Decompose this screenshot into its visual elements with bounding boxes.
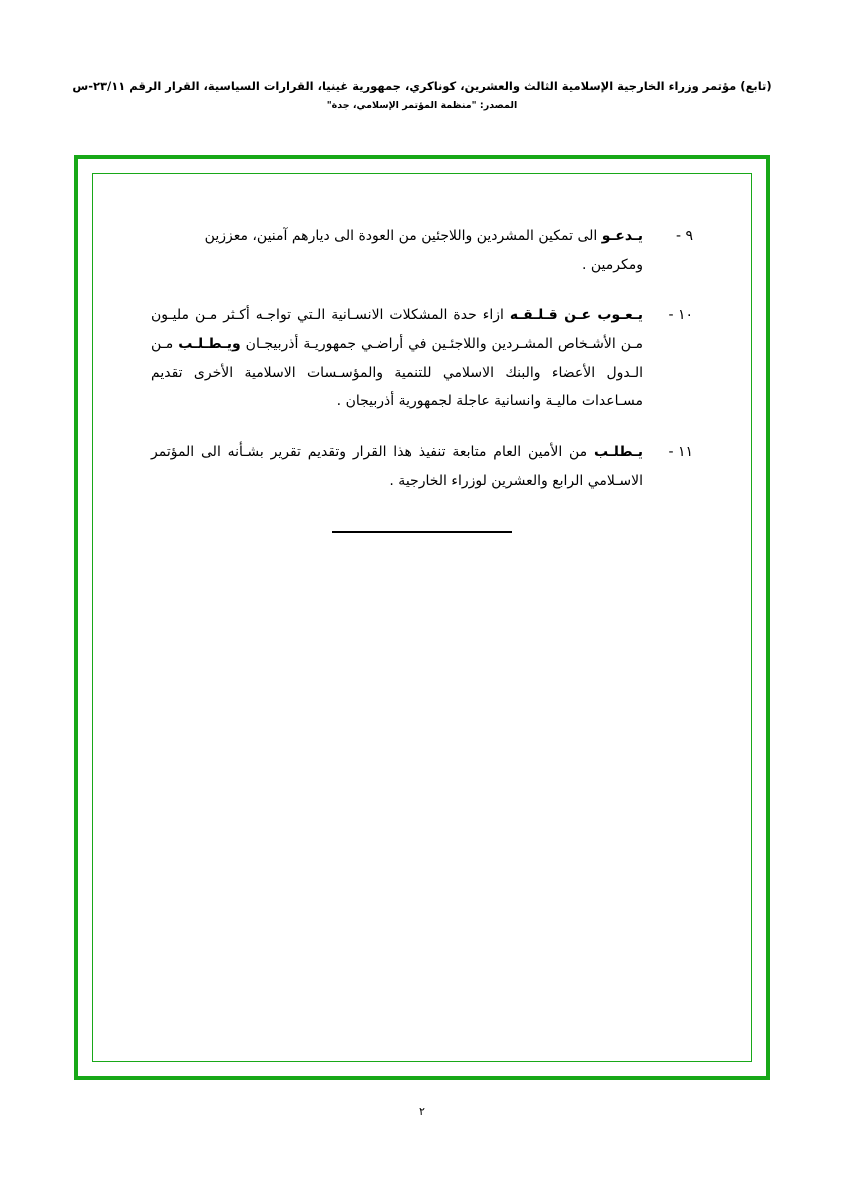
page-footer	[0, 1105, 844, 1118]
clause-text	[151, 301, 643, 416]
clause-number: ١٠ -	[668, 307, 693, 324]
section-divider	[151, 518, 693, 537]
page-number: ٢	[419, 1105, 425, 1118]
clause-number: ١١ -	[668, 444, 693, 461]
clause-text	[151, 438, 643, 495]
horizontal-rule-icon	[332, 531, 512, 533]
clause-main-text: الى تمكين المشردين واللاجئين من العودة الى ديارهم آمنين، معززين ومكرمين .	[204, 228, 643, 273]
header-title-line: (تابع) مؤتمر وزراء الخارجية الإسلامية الثالث والعشرين، كوناكري، جمهورية غينيا، القرارات السياسية، القرار الرقم ٢٣/١١-س	[72, 79, 772, 93]
clause-lead-word: يـدعـو	[601, 228, 643, 244]
clause-text	[151, 222, 643, 279]
green-frame-inner	[92, 173, 752, 1062]
clause-main-text-continued: مـن الـدول الأعضاء والبنك الاسلامي للتنمية والمؤسـسات الاسلامية الأخرى تقديم مسـاعدات ماليـة وانسانية عاجلة لجمهورية أذربيجان .	[151, 336, 643, 410]
clause-item	[151, 301, 693, 416]
page-header	[0, 78, 844, 111]
clause-item	[151, 222, 693, 279]
clause-number: ٩ -	[675, 228, 693, 244]
clause-main-text: من الأمين العام متابعة تنفيذ هذا القرار وتقديم تقرير بشـأنه الى المؤتمر الاسـلامي الرابع والعشرين لوزراء الخارجية .	[151, 444, 643, 489]
clause-inline-bold-word: ويـطـلـب	[178, 336, 241, 353]
clause-lead-word: يـطلـب	[594, 444, 643, 461]
header-source-line: المصدر: "منظمة المؤتمر الإسلامي، جدة"	[326, 100, 518, 112]
document-body	[151, 222, 693, 537]
clause-lead-word: يـعـوب عـن قـلـقـه	[509, 307, 644, 324]
clause-main-text: ازاء حدة المشكلات الانسـانية الـتي تواجـه أكـثر مـن مليـون مـن الأشـخاص المشـردين واللاجئـين في أراضـي جمهوريـة أذربيجـان	[151, 307, 643, 353]
green-frame-outer	[74, 155, 770, 1080]
clause-item	[151, 438, 693, 495]
